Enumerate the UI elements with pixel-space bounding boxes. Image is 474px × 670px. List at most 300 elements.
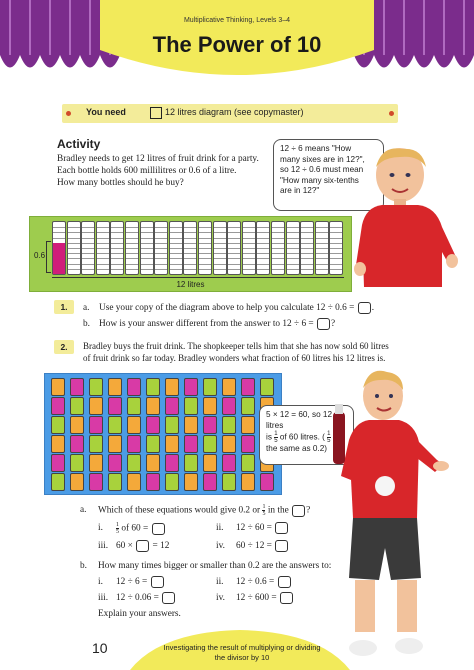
checkbox-icon — [150, 107, 162, 119]
bottle-segment — [301, 238, 313, 242]
bottle-segment — [82, 269, 94, 273]
bottle-segment — [243, 253, 255, 257]
option-label: ii. — [216, 577, 224, 587]
bottle-segment — [68, 258, 80, 262]
bottle-segment — [82, 253, 94, 257]
bottle-segment — [141, 264, 153, 268]
bottle-segment — [111, 258, 123, 262]
grid-cell — [184, 397, 198, 415]
grid-cell — [70, 416, 84, 434]
bottle-segment — [184, 232, 196, 236]
bottle-segment — [257, 269, 269, 273]
page-title: The Power of 10 — [152, 32, 322, 57]
question-1b — [99, 318, 419, 330]
bottle-segment — [184, 253, 196, 257]
question-1b-text: How is your answer different from the answer to 12 ÷ 6 = — [99, 319, 314, 330]
grid-cell — [51, 416, 65, 434]
answer-box[interactable] — [275, 522, 288, 534]
bottle-segment — [141, 253, 153, 257]
grid-cell — [184, 416, 198, 434]
grid-cell — [165, 454, 179, 472]
bottle-segment — [330, 253, 342, 257]
you-need-label: You need — [86, 107, 126, 117]
activity-line: Each bottle holds 600 millilitres or 0.6 of a litre. — [57, 166, 237, 176]
explain-instruction: Explain your answers. — [98, 609, 181, 619]
grid-cell — [70, 378, 84, 396]
bottle-segment — [170, 253, 182, 257]
bottle-segment — [287, 253, 299, 257]
bottle — [300, 221, 314, 275]
option-label: ii. — [216, 523, 224, 533]
bottle-segment — [68, 232, 80, 236]
bottle-segment — [97, 269, 109, 273]
bottle-segment — [228, 253, 240, 257]
question-2-line: of fruit drink so far today. Bradley wonders what fraction of 60 litres his 12 litres is. — [83, 353, 386, 363]
colour-grid-diagram — [44, 373, 282, 495]
grid-cell — [241, 397, 255, 415]
bottle-segment — [272, 227, 284, 231]
grid-cell — [108, 378, 122, 396]
fraction-denominator: 5 — [274, 438, 278, 444]
total-line — [52, 277, 344, 278]
bubble-text: is — [266, 432, 272, 442]
bottle-diagram — [29, 216, 352, 292]
question-2a — [98, 504, 348, 517]
grid-cell — [89, 473, 103, 491]
grid-cell — [165, 378, 179, 396]
bottle-segment — [97, 243, 109, 247]
option-2b-iii — [116, 592, 176, 604]
answer-box[interactable] — [280, 592, 293, 604]
bottle-segment — [243, 264, 255, 268]
question-1b-letter: b. — [83, 319, 90, 329]
bottle — [256, 221, 270, 275]
series-kicker: Multiplicative Thinking, Levels 3–4 — [183, 17, 291, 24]
bottle-segment — [126, 232, 138, 236]
fraction-numerator: 1 — [327, 431, 331, 437]
bottle-segment — [228, 238, 240, 242]
bottle-segment — [257, 243, 269, 247]
bottle-segment — [330, 248, 342, 252]
bottle-volume-label: 0.6 — [34, 251, 46, 260]
bottle-segment — [228, 264, 240, 268]
bubble-line: are in 12?" — [280, 186, 320, 195]
bottle-segment — [126, 269, 138, 273]
you-need-bar — [62, 104, 398, 123]
bottle — [96, 221, 110, 275]
total-volume-label: 12 litres — [176, 280, 205, 289]
bottle-segment — [316, 238, 328, 242]
answer-box[interactable] — [358, 302, 371, 314]
bottle-segment — [330, 243, 342, 247]
bottle-segment — [199, 227, 211, 231]
activity-line: How many bottles should he buy? — [57, 178, 184, 188]
grid-cell — [222, 473, 236, 491]
fraction-denominator: 5 — [327, 438, 331, 444]
option-label: i. — [98, 523, 103, 533]
grid-cell — [108, 473, 122, 491]
bottle-segment — [141, 248, 153, 252]
bottle-segment — [111, 227, 123, 231]
bottle-segment — [301, 269, 313, 273]
bottle-segment — [316, 243, 328, 247]
grid-cell — [127, 397, 141, 415]
grid-cell — [51, 435, 65, 453]
option-text: 60 ÷ 12 = — [236, 541, 272, 552]
grid-cell — [51, 378, 65, 396]
grid-cell — [165, 435, 179, 453]
grid-cell — [89, 397, 103, 415]
grid-cell — [203, 454, 217, 472]
bottle-segment — [126, 227, 138, 231]
answer-box[interactable] — [292, 505, 305, 517]
bottle-segment — [316, 253, 328, 257]
bottle-segment — [199, 232, 211, 236]
bottle-segment — [287, 238, 299, 242]
bottle-segment — [316, 264, 328, 268]
grid-cell — [51, 454, 65, 472]
bottle-segment — [141, 243, 153, 247]
bottle-segment — [82, 243, 94, 247]
grid-cell — [108, 397, 122, 415]
bottle — [52, 221, 66, 275]
question-1b-end: ? — [330, 319, 336, 330]
bottle-segment — [272, 243, 284, 247]
question-2a-text: Which of these equations would give 0.2 or — [98, 505, 261, 516]
bottle-segment — [257, 264, 269, 268]
bottle-segment — [111, 264, 123, 268]
bottle-segment — [97, 238, 109, 242]
bottle-segment — [214, 243, 226, 247]
footer-line: the divisor by 10 — [214, 653, 270, 662]
fraction-numerator: 1 — [274, 431, 278, 437]
answer-box[interactable] — [278, 576, 291, 588]
bottle-segment — [68, 269, 80, 273]
bottle-segment — [199, 238, 211, 242]
bottle-segment — [214, 227, 226, 231]
bottle-segment — [257, 238, 269, 242]
bottle-segment — [228, 227, 240, 231]
grid-cell — [146, 454, 160, 472]
option-label: i. — [98, 577, 103, 587]
bottle-segment — [170, 227, 182, 231]
option-2b-iv — [236, 592, 294, 604]
bottle-segment — [155, 238, 167, 242]
grid-cell — [146, 473, 160, 491]
option-2b-ii — [236, 576, 292, 588]
option-2a-i — [116, 522, 166, 535]
grid-cell — [89, 416, 103, 434]
bottle-segment — [199, 248, 211, 252]
bottle-segment — [184, 227, 196, 231]
option-text: = 12 — [152, 541, 170, 552]
bottle — [154, 221, 168, 275]
bottle-segment — [316, 269, 328, 273]
fraction-denominator: 5 — [116, 529, 119, 535]
grid-cell — [222, 454, 236, 472]
bottle — [67, 221, 81, 275]
grid-cell — [127, 473, 141, 491]
answer-box[interactable] — [152, 523, 165, 535]
activity-line: Bradley needs to get 12 litres of fruit drink for a party. — [57, 154, 259, 164]
bottle-segment — [330, 227, 342, 231]
volume-bracket — [46, 241, 51, 273]
grid-cell — [203, 378, 217, 396]
question-2a-text: in the — [267, 505, 289, 516]
bottle-segment — [141, 232, 153, 236]
bottle-segment — [316, 248, 328, 252]
bottle-segment — [272, 258, 284, 262]
bottle-segment — [243, 269, 255, 273]
question-number: 2. — [54, 340, 74, 354]
bottle — [315, 221, 329, 275]
activity-text — [57, 153, 282, 189]
bottle-segment — [287, 269, 299, 273]
bottle-segment — [272, 232, 284, 236]
question-1a — [99, 302, 419, 314]
grid-cell — [184, 378, 198, 396]
bottle-segment — [301, 232, 313, 236]
bottle-segment — [214, 269, 226, 273]
bottle-segment — [170, 269, 182, 273]
answer-box[interactable] — [151, 576, 164, 588]
bottle-segment — [214, 258, 226, 262]
bottle-segment — [287, 264, 299, 268]
option-label: iii. — [98, 593, 109, 603]
bottle-segment — [214, 248, 226, 252]
bottle-segment — [272, 238, 284, 242]
bottle-segment — [199, 264, 211, 268]
fraction-numerator: 1 — [116, 522, 119, 528]
bottle-segment — [316, 227, 328, 231]
grid-cell — [146, 397, 160, 415]
bottle-segment — [68, 248, 80, 252]
bottle-segment — [155, 232, 167, 236]
answer-box[interactable] — [162, 592, 175, 604]
option-text: of 60 = — [121, 523, 149, 534]
grid-cell — [222, 416, 236, 434]
question-2a-end: ? — [306, 505, 311, 516]
bottle-segment — [257, 227, 269, 231]
answer-box[interactable] — [317, 318, 330, 330]
grid-cell — [89, 454, 103, 472]
fraction-numerator: 1 — [262, 504, 266, 510]
bottle-segment — [316, 232, 328, 236]
fraction — [116, 522, 119, 535]
option-text: 12 ÷ 60 = — [236, 523, 272, 534]
bottle-segment — [97, 248, 109, 252]
question-1a-text: Use your copy of the diagram above to help you calculate 12 ÷ 0.6 = — [99, 303, 355, 314]
grid-cell — [127, 435, 141, 453]
bottle-segment — [330, 269, 342, 273]
bottle-segment — [272, 253, 284, 257]
grid-cell — [146, 416, 160, 434]
bottle-segment — [141, 258, 153, 262]
bottle-segment — [228, 258, 240, 262]
bottle-segment — [126, 238, 138, 242]
bottle-segment — [214, 264, 226, 268]
footer-line: Investigating the result of multiplying or dividing — [163, 643, 321, 652]
option-label: iv. — [216, 593, 225, 603]
bottle-segment — [141, 269, 153, 273]
grid-cell — [203, 435, 217, 453]
bottle-segment — [68, 253, 80, 257]
bottle-segment — [287, 258, 299, 262]
question-1a-letter: a. — [83, 303, 90, 313]
bottle-segment — [287, 243, 299, 247]
bottle-segment — [287, 232, 299, 236]
bottle — [81, 221, 95, 275]
bottle-segment — [184, 243, 196, 247]
bottle-segment — [243, 227, 255, 231]
bottle-segment — [199, 269, 211, 273]
bottle-segment — [228, 269, 240, 273]
bottle-segment — [111, 248, 123, 252]
grid-cell — [184, 454, 198, 472]
grid-cell — [70, 397, 84, 415]
pin-icon — [389, 111, 394, 116]
option-text: 12 ÷ 6 = — [116, 577, 148, 588]
bottle-segment — [111, 238, 123, 242]
grid-cell — [146, 435, 160, 453]
bottle-segment — [82, 264, 94, 268]
bottle-segment — [243, 243, 255, 247]
bottle — [198, 221, 212, 275]
bottle-segment — [199, 243, 211, 247]
question-2b-text: How many times bigger or smaller than 0.2 are the answers to: — [98, 561, 332, 571]
bottle-segment — [155, 253, 167, 257]
grid-cell — [127, 454, 141, 472]
grid-cell — [70, 454, 84, 472]
bottle-segment — [184, 258, 196, 262]
bottle-segment — [170, 258, 182, 262]
bottle-segment — [82, 232, 94, 236]
activity-heading: Activity — [57, 137, 101, 151]
grid-cell — [260, 378, 274, 396]
grid-cell — [165, 416, 179, 434]
grid-cell — [203, 397, 217, 415]
option-text: 60 × — [116, 541, 133, 552]
bottle-segment — [199, 253, 211, 257]
bottle-segment — [126, 264, 138, 268]
bottle-segment — [53, 232, 65, 236]
bottle-segment — [141, 227, 153, 231]
bottle-segment — [111, 269, 123, 273]
bottle-segment — [111, 253, 123, 257]
bottle-segment — [111, 243, 123, 247]
grid-cell — [165, 473, 179, 491]
bottle-segment — [68, 264, 80, 268]
answer-box[interactable] — [275, 540, 288, 552]
answer-box[interactable] — [136, 540, 149, 552]
option-2a-iv — [236, 540, 289, 552]
bottle-segment — [301, 243, 313, 247]
grid-cell — [184, 435, 198, 453]
bottle — [242, 221, 256, 275]
option-label: iii. — [98, 541, 109, 551]
option-2a-iii — [116, 540, 169, 552]
bottle-segment — [257, 253, 269, 257]
bottle-segment — [330, 258, 342, 262]
grid-cell — [70, 473, 84, 491]
grid-cell — [70, 435, 84, 453]
bubble-line: 5 × 12 = 60, so 12 litres — [266, 410, 333, 430]
bottle-segment — [301, 227, 313, 231]
bottle-segment — [287, 227, 299, 231]
grid-cell — [146, 378, 160, 396]
bottle-segment — [330, 238, 342, 242]
bottle-segment — [155, 227, 167, 231]
bottle-segment — [228, 248, 240, 252]
option-2b-i — [116, 576, 165, 588]
bottle-segment — [126, 258, 138, 262]
bottle — [227, 221, 241, 275]
grid-cell — [222, 435, 236, 453]
bottle-segment — [257, 248, 269, 252]
grid-cell — [89, 378, 103, 396]
grid-cell — [108, 435, 122, 453]
bottle-segment — [82, 258, 94, 262]
grid-cell — [241, 435, 255, 453]
bottle-segment — [155, 248, 167, 252]
bottle-segment — [287, 248, 299, 252]
question-2b-letter: b. — [80, 561, 87, 571]
you-need-item: 12 litres diagram (see copymaster) — [165, 107, 304, 117]
bottle-segment — [243, 238, 255, 242]
question-2-text — [83, 340, 463, 364]
grid-cell — [108, 454, 122, 472]
question-2a-letter: a. — [80, 505, 87, 515]
grid-cell — [165, 397, 179, 415]
grid-cell — [222, 378, 236, 396]
bubble-line: "How many six-tenths — [280, 175, 359, 185]
grid-cell — [89, 435, 103, 453]
bottle-segment — [53, 238, 65, 242]
bottle-segment — [243, 232, 255, 236]
bottle-segment — [228, 232, 240, 236]
grid-cell — [108, 416, 122, 434]
bottle-segment — [126, 253, 138, 257]
bottle-segment — [214, 232, 226, 236]
bottle-segment — [301, 264, 313, 268]
option-text: 12 ÷ 0.6 = — [236, 577, 275, 588]
grid-cell — [222, 397, 236, 415]
pin-icon — [66, 111, 71, 116]
footer-caption — [150, 643, 334, 663]
bottle-segment — [330, 232, 342, 236]
page-number: 10 — [92, 640, 108, 656]
grid-cell — [241, 454, 255, 472]
bottle-segment — [82, 248, 94, 252]
bottle-segment — [155, 258, 167, 262]
bottle — [329, 221, 343, 275]
bottle-segment — [301, 248, 313, 252]
bottle — [286, 221, 300, 275]
grid-cell — [241, 416, 255, 434]
option-2a-ii — [236, 522, 289, 534]
bottle-segment — [272, 248, 284, 252]
page-header — [0, 0, 474, 88]
bubble-line: so 12 ÷ 0.6 must mean — [280, 165, 364, 174]
boy-photo-1 — [352, 145, 464, 287]
bottle-segment — [272, 264, 284, 268]
bottle-segment — [126, 248, 138, 252]
bottle-segment — [214, 253, 226, 257]
bottle-segment — [330, 264, 342, 268]
bottle — [110, 221, 124, 275]
bottle-segment — [170, 264, 182, 268]
bottle — [183, 221, 197, 275]
